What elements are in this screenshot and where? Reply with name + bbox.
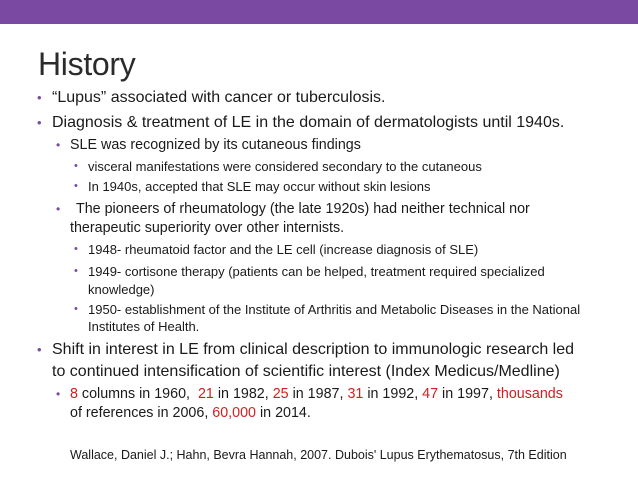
stat-text: in 1987,: [288, 386, 348, 402]
sub-sub-bullet: [74, 240, 479, 259]
bullet-3-continuation: [52, 361, 560, 382]
bullet-dot: •: [56, 387, 61, 401]
bullet-text: Diagnosis & treatment of LE in the domain of dermatologists until 1940s.: [52, 114, 565, 131]
bullet-text: In 1940s, accepted that SLE may occur without skin lesions: [88, 179, 431, 194]
slide-title: History: [38, 46, 136, 82]
sub-sub-bullet-continuation: [88, 280, 155, 299]
stat-value: 21: [197, 386, 214, 402]
stat-text: columns in 1960,: [77, 386, 198, 402]
stat-text: in 1982,: [213, 386, 273, 402]
stat-text: in 2014.: [256, 405, 311, 421]
stat-text: of references in 2006,: [70, 405, 213, 421]
sub-bullet: [56, 200, 530, 219]
bullet-dot: •: [74, 265, 78, 277]
sub-bullet: [56, 136, 361, 155]
sub-sub-bullet: [74, 157, 482, 176]
bullet-text: SLE was recognized by its cutaneous findings: [70, 137, 361, 153]
sub-sub-bullet-continuation: [88, 317, 199, 336]
bullet-text: therapeutic superiority over other internists.: [70, 220, 345, 236]
bullet-dot: •: [74, 303, 78, 315]
bullet-text: knowledge): [88, 282, 155, 297]
bullet-text: 1948- rheumatoid factor and the LE cell (increase diagnosis of SLE): [88, 242, 479, 257]
bullet-dot: •: [56, 138, 61, 152]
sub-sub-bullet: [74, 262, 545, 281]
bullet-2: [37, 112, 565, 133]
bullet-text: Institutes of Health.: [88, 319, 200, 334]
stat-text: in 1992,: [363, 386, 423, 402]
bullet-text: visceral manifestations were considered secondary to the cutaneous: [88, 159, 482, 174]
bullet-dot: •: [37, 115, 42, 130]
stat-value: 47: [422, 386, 439, 402]
bullet-dot: •: [74, 160, 78, 172]
bullet-text: 1950- establishment of the Institute of Arthritis and Metabolic Diseases in the National: [88, 302, 581, 317]
stat-value: 25: [272, 386, 289, 402]
bullet-dot: •: [37, 342, 42, 357]
bullet-dot: •: [74, 180, 78, 192]
bullet-text: “Lupus” associated with cancer or tuberculosis.: [52, 89, 386, 106]
bullet-text: 1949- cortisone therapy (patients can be helped, treatment required specialized: [88, 264, 545, 279]
bullet-dot: •: [56, 202, 61, 216]
bullet-text: Shift in interest in LE from clinical description to immunologic research led: [52, 341, 575, 358]
bullet-dot: •: [74, 243, 78, 255]
stat-value: thousands: [496, 386, 563, 402]
stat-value: 8: [70, 386, 78, 402]
sub-bullet-continuation: [70, 219, 344, 238]
stats-bullet: [56, 385, 563, 404]
bullet-1: [37, 87, 386, 108]
bullet-3: [37, 339, 575, 360]
top-accent-bar: [0, 0, 638, 24]
bullet-text: to continued intensification of scientific interest (Index Medicus/Medline): [52, 363, 560, 380]
stat-text: in 1997,: [438, 386, 497, 402]
sub-sub-bullet: [74, 177, 431, 196]
stat-value: 31: [347, 386, 364, 402]
bullet-dot: •: [37, 90, 42, 105]
stats-bullet-continuation: [70, 404, 311, 423]
stat-value: 60,000: [212, 405, 256, 421]
citation: Wallace, Daniel J.; Hahn, Bevra Hannah, 2007. Dubois' Lupus Erythematosus, 7th Edition: [70, 448, 567, 462]
bullet-text: The pioneers of rheumatology (the late 1920s) had neither technical nor: [76, 201, 530, 217]
